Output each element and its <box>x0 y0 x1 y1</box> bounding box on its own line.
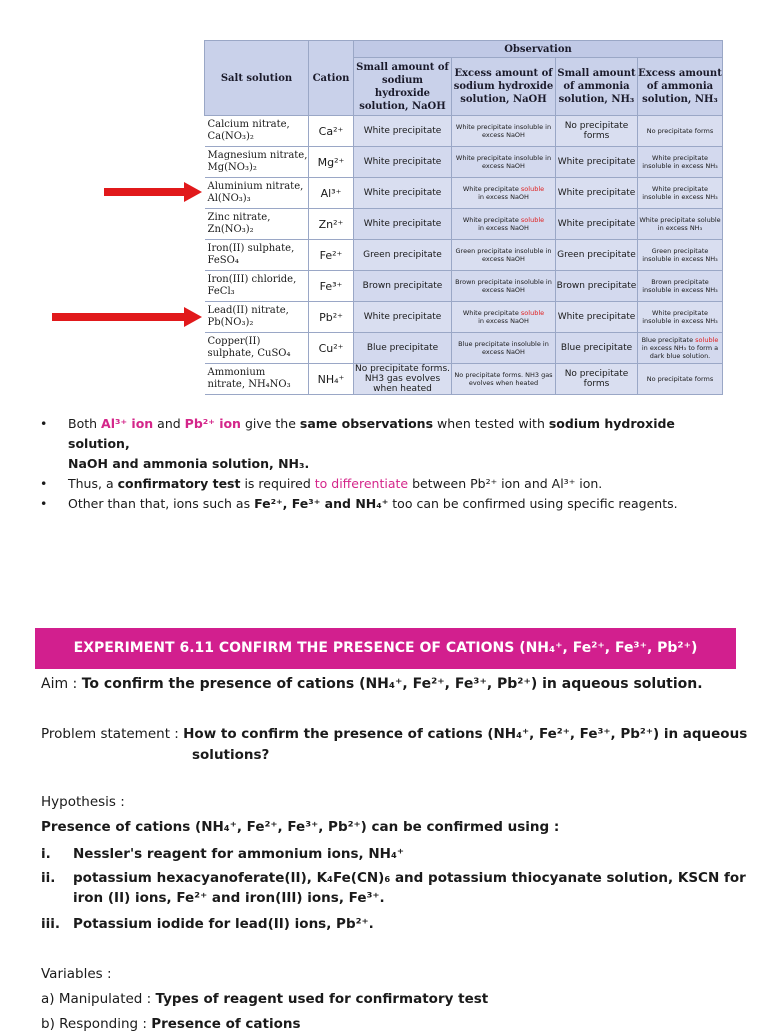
small-naoh-cell: White precipitate <box>354 302 452 333</box>
cation-cell: NH₄⁺ <box>309 364 354 395</box>
small-naoh-cell: Blue precipitate <box>354 333 452 364</box>
cation-cell: Mg²⁺ <box>309 147 354 178</box>
observation-table <box>204 40 723 395</box>
excess-nh3-cell: No precipitate forms <box>638 364 723 395</box>
problem-statement: Problem statement : How to confirm the presence of cations (NH₄⁺, Fe²⁺, Fe³⁺, Pb²⁺) in aqueous <box>41 726 748 742</box>
header-excess-naoh: Excess amount of sodium hydroxide solution, NaOH <box>452 58 556 116</box>
aim: Aim : To confirm the presence of cations (NH₄⁺, Fe²⁺, Fe³⁺, Pb²⁺) in aqueous solution. <box>41 676 703 692</box>
salt-cell: Magnesium nitrate, Mg(NO₃)₂ <box>205 147 309 178</box>
excess-nh3-cell: White precipitate insoluble in excess NH₃ <box>638 302 723 333</box>
excess-naoh-cell: White precipitate insoluble in excess NaOH <box>452 116 556 147</box>
small-nh3-cell: White precipitate <box>556 178 638 209</box>
table-row <box>205 209 723 240</box>
small-nh3-cell: White precipitate <box>556 147 638 178</box>
excess-naoh-cell: No precipitate forms. NH3 gas evolves when heated <box>452 364 556 395</box>
table-row <box>205 302 723 333</box>
cation-cell: Al³⁺ <box>309 178 354 209</box>
cation-cell: Cu²⁺ <box>309 333 354 364</box>
table-row <box>205 178 723 209</box>
small-nh3-cell: Green precipitate <box>556 240 638 271</box>
excess-nh3-cell: White precipitate insoluble in excess NH₃ <box>638 147 723 178</box>
observation-table-wrapper <box>204 40 722 395</box>
red-arrow-lead <box>52 309 202 325</box>
small-nh3-cell: Blue precipitate <box>556 333 638 364</box>
header-excess-nh3: Excess amount of ammonia solution, NH₃ <box>638 58 723 116</box>
excess-nh3-cell: No precipitate forms <box>638 116 723 147</box>
salt-cell: Aluminium nitrate, Al(NO₃)₃ <box>205 178 309 209</box>
small-naoh-cell: White precipitate <box>354 147 452 178</box>
bullet-item: • Both Al³⁺ ion and Pb²⁺ ion give the same observations when tested with sodium hydroxide solution, NaOH and ammonia solution, NH₃. <box>40 414 740 474</box>
red-arrow-aluminium <box>104 184 202 200</box>
header-small-naoh: Small amount of sodium hydroxide solution, NaOH <box>354 58 452 116</box>
manipulated-variable: a) Manipulated : Types of reagent used for confirmatory test <box>41 991 489 1007</box>
cation-cell: Ca²⁺ <box>309 116 354 147</box>
hypothesis-item: iii. Potassium iodide for lead(II) ions, Pb²⁺. <box>41 916 374 932</box>
cation-cell: Pb²⁺ <box>309 302 354 333</box>
hypothesis-text: Presence of cations (NH₄⁺, Fe²⁺, Fe³⁺, Pb²⁺) can be confirmed using : <box>41 819 560 835</box>
bullet-list <box>40 414 740 514</box>
salt-cell: Ammonium nitrate, NH₄NO₃ <box>205 364 309 395</box>
salt-cell: Iron(II) sulphate, FeSO₄ <box>205 240 309 271</box>
table-row <box>205 271 723 302</box>
excess-nh3-cell: Green precipitate insoluble in excess NH₃ <box>638 240 723 271</box>
excess-naoh-cell: White precipitate soluble in excess NaOH <box>452 178 556 209</box>
bullet-item: • Other than that, ions such as Fe²⁺, Fe³⁺ and NH₄⁺ too can be confirmed using specific reagents. <box>40 494 740 514</box>
cation-cell: Fe²⁺ <box>309 240 354 271</box>
excess-naoh-cell: Green precipitate insoluble in excess NaOH <box>452 240 556 271</box>
hypothesis-item: i. Nessler's reagent for ammonium ions, NH₄⁺ <box>41 846 404 862</box>
salt-cell: Iron(III) chloride, FeCl₃ <box>205 271 309 302</box>
salt-cell: Zinc nitrate, Zn(NO₃)₂ <box>205 209 309 240</box>
excess-naoh-cell: White precipitate insoluble in excess NaOH <box>452 147 556 178</box>
responding-variable: b) Responding : Presence of cations <box>41 1016 301 1032</box>
small-naoh-cell: Green precipitate <box>354 240 452 271</box>
salt-cell: Lead(II) nitrate, Pb(NO₃)₂ <box>205 302 309 333</box>
excess-naoh-cell: Brown precipitate insoluble in excess NaOH <box>452 271 556 302</box>
excess-naoh-cell: White precipitate soluble in excess NaOH <box>452 302 556 333</box>
table-row <box>205 364 723 395</box>
hypothesis-label: Hypothesis : <box>41 794 125 810</box>
excess-nh3-cell: Blue precipitate soluble in excess NH₃ to form a dark blue solution. <box>638 333 723 364</box>
small-nh3-cell: White precipitate <box>556 302 638 333</box>
excess-naoh-cell: Blue precipitate insoluble in excess NaOH <box>452 333 556 364</box>
table-row <box>205 333 723 364</box>
header-salt-solution: Salt solution <box>205 41 309 116</box>
hypothesis-item: ii. potassium hexacyanoferate(II), K₄Fe(CN)₆ and potassium thiocyanate solution, KSCN for <box>41 870 746 886</box>
small-nh3-cell: No precipitate forms <box>556 116 638 147</box>
small-naoh-cell: Brown precipitate <box>354 271 452 302</box>
small-naoh-cell: No precipitate forms. NH3 gas evolves when heated <box>354 364 451 394</box>
small-naoh-cell: White precipitate <box>354 209 452 240</box>
hypothesis-item-cont: iron (II) ions, Fe²⁺ and iron(III) ions, Fe³⁺. <box>73 890 385 906</box>
small-nh3-cell: No precipitate forms <box>556 364 638 395</box>
salt-cell: Copper(II) sulphate, CuSO₄ <box>205 333 309 364</box>
table-row <box>205 116 723 147</box>
header-observation: Observation <box>354 41 723 58</box>
excess-nh3-cell: Brown precipitate insoluble in excess NH₃ <box>638 271 723 302</box>
small-nh3-cell: Brown precipitate <box>556 271 638 302</box>
table-row <box>205 147 723 178</box>
header-cation: Cation <box>309 41 354 116</box>
problem-statement-line2: solutions? <box>192 747 270 763</box>
bullet-item: • Thus, a confirmatory test is required to differentiate between Pb²⁺ ion and Al³⁺ ion. <box>40 474 740 494</box>
excess-nh3-cell: White precipitate insoluble in excess NH₃ <box>638 178 723 209</box>
cation-cell: Zn²⁺ <box>309 209 354 240</box>
small-nh3-cell: White precipitate <box>556 209 638 240</box>
salt-cell: Calcium nitrate, Ca(NO₃)₂ <box>205 116 309 147</box>
experiment-banner: EXPERIMENT 6.11 CONFIRM THE PRESENCE OF CATIONS (NH₄⁺, Fe²⁺, Fe³⁺, Pb²⁺) <box>35 628 736 669</box>
variables-label: Variables : <box>41 966 112 982</box>
small-naoh-cell: White precipitate <box>354 116 452 147</box>
excess-naoh-cell: White precipitate soluble in excess NaOH <box>452 209 556 240</box>
table-row <box>205 240 723 271</box>
small-naoh-cell: White precipitate <box>354 178 452 209</box>
cation-cell: Fe³⁺ <box>309 271 354 302</box>
header-small-nh3: Small amount of ammonia solution, NH₃ <box>556 58 638 116</box>
excess-nh3-cell: White precipitate soluble in excess NH₃ <box>638 209 723 240</box>
